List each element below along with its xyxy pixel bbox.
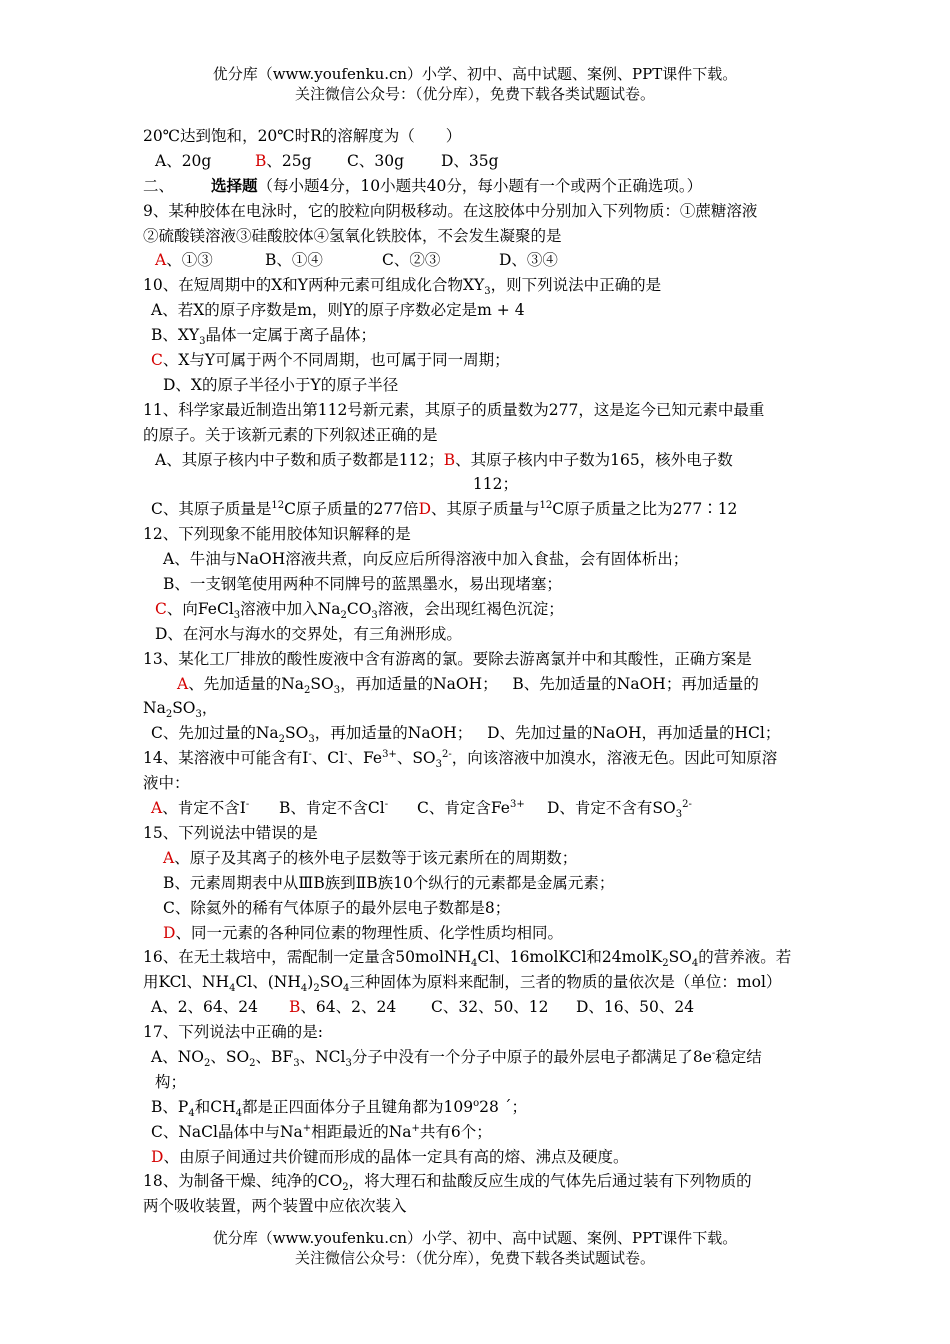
q13-option-c: C、先加过量的$Na_2SO_3$，再加适量的NaOH； <box>151 724 473 746</box>
q11-option-d: 、其原子质量与$^{12}$C原子质量之比为277∶12 <box>431 500 738 519</box>
q17-option-a: A、$NO_2$、$SO_2$、$BF_3$、NCl$_3$分子中没有一个分子中原子的最外层电子都满足了8e-稳定结 <box>151 1047 762 1070</box>
q14-answer-a: A <box>151 799 163 818</box>
page-header <box>0 64 950 104</box>
q17-answer-d: D <box>151 1147 164 1166</box>
q17-option-a-cont: 构； <box>155 1072 187 1091</box>
header-line-2: 关注微信公众号：（优分库），免费下载各类试题试卷。 <box>294 85 655 103</box>
q12-option-a: A、牛油与NaOH溶液共煮，向反应后所得溶液中加入食盐，会有固体析出； <box>163 550 689 569</box>
q14-option-a: A、肯定不含I- <box>151 798 250 818</box>
q17-option-d: D、由原子间通过共价键而形成的晶体一定具有高的熔、沸点及硬度。 <box>151 1147 629 1166</box>
q16-options <box>143 995 808 1020</box>
q15-option-a: A、原子及其离子的核外电子层数等于该元素所在的周期数； <box>163 848 578 867</box>
q9-option-d: D、③④ <box>499 251 558 270</box>
q14-options <box>143 796 808 821</box>
q13-options-ab <box>143 672 808 697</box>
exam-body <box>143 124 808 1219</box>
q8-option-d: D、35g <box>441 151 499 170</box>
q14-option-d: D、肯定不含有$SO_3^{2-}$ <box>547 798 692 821</box>
q10-option-d: D、X的原子半径小于Y的原子半径 <box>163 375 399 394</box>
q14-stem-2: 液中： <box>143 774 190 793</box>
q9-options <box>143 248 808 273</box>
q15-stem: 15、下列说法中错误的是 <box>143 823 318 842</box>
q17-option-b: B、$P_4$和$CH_4$都是正四面体分子且键角都为109$^o$28 ˊ； <box>151 1097 527 1119</box>
q11-option-a: A、其原子核内中子数和质子数都是112； <box>155 450 444 469</box>
page-footer <box>0 1228 950 1268</box>
q10-option-b: B、$XY_3$晶体一定属于离子晶体； <box>151 326 377 348</box>
q15-answer-d: D <box>163 923 176 942</box>
q13-option-b: B、先加适量的NaOH；再加适量的 <box>512 674 759 693</box>
q10-option-a: A、若X的原子序数是m，则Y的原子序数必定是m + 4 <box>151 301 525 320</box>
q9-option-c: C、②③ <box>382 251 441 270</box>
q16-option-c: C、32、50、12 <box>431 998 549 1017</box>
q10-answer-c: C <box>151 351 163 370</box>
footer-line-2: 关注微信公众号：（优分库），免费下载各类试题试卷。 <box>294 1249 655 1267</box>
q11-stem-2: 的原子。关于该新元素的下列叙述正确的是 <box>143 425 438 444</box>
q12-option-d: D、在河水与海水的交界处，有三角洲形成。 <box>155 624 462 643</box>
q13-answer-a: A <box>177 674 189 693</box>
q13-option-b-cont: $Na_2SO_3$， <box>143 699 218 721</box>
q17-option-c: C、NaCl晶体中与Na+相距最近的Na+共有6个； <box>151 1122 492 1141</box>
q15-option-d: D、同一元素的各种同位素的物理性质、化学性质均相同。 <box>163 923 563 942</box>
q8-answer-b: B <box>255 151 267 170</box>
section-2-heading: 二、 选择题（每小题4分，10小题共40分，每小题有一个或两个正确选项。） <box>143 175 703 195</box>
q8-options <box>143 149 808 174</box>
section-2-title: 选择题 <box>211 175 258 195</box>
q8-option-c: C、30g <box>347 151 405 170</box>
q15-answer-a: A <box>163 848 175 867</box>
q12-option-b: B、一支钢笔使用两种不同牌号的蓝黑墨水，易出现堵塞； <box>163 575 562 594</box>
q9-stem-2: ②硫酸镁溶液③硅酸胶体④氢氧化铁胶体，不会发生凝聚的是 <box>143 226 562 245</box>
q18-stem-2: 两个吸收装置，两个装置中应依次装入 <box>143 1197 407 1216</box>
q10-stem: 10、在短周期中的X和Y两种元素可组成化合物$XY_3$，则下列说法中正确的是 <box>143 276 662 298</box>
q11-option-c: C、其原子质量是$^{12}$C原子质量的277倍 <box>151 500 419 519</box>
q8-stem: 20℃达到饱和，20℃时R的溶解度为（ ） <box>143 127 462 145</box>
q13-stem: 13、某化工厂排放的酸性废液中含有游离的氯。要除去游离氯并中和其酸性，正确方案是 <box>143 649 752 668</box>
q15-option-b: B、元素周期表中从ⅢB族到ⅡB族10个纵行的元素都是金属元素； <box>163 873 615 892</box>
q13-option-a: A、先加适量的$Na_2SO_3$，再加适量的NaOH； <box>177 674 498 696</box>
q15-option-c: C、除氦外的稀有气体原子的最外层电子数都是8； <box>163 898 511 917</box>
q11-answer-b: B <box>443 450 456 469</box>
q8-option-b: B、25g <box>255 151 312 170</box>
q10-option-c: C、X与Y可属于两个不同周期，也可属于同一周期； <box>151 351 510 370</box>
q13-option-d: D、先加过量的NaOH，再加适量的HCl； <box>487 724 781 743</box>
q9-option-b: B、①④ <box>265 251 323 270</box>
q16-stem-2: 用KCl、$NH_4Cl$、$(NH_4)_2SO_4$三种固体为原料来配制，三者的物质的量依次是（单位：mol） <box>143 973 782 995</box>
q12-stem: 12、下列现象不能用胶体知识解释的是 <box>143 525 411 544</box>
q11-option-b-cont: 112； <box>472 475 518 494</box>
q14-option-b: B、肯定不含Cl- <box>279 798 389 818</box>
q9-option-a: A、①③ <box>155 251 213 270</box>
q16-option-d: D、16、50、24 <box>576 998 695 1017</box>
q16-answer-b: B <box>289 998 301 1017</box>
q11-stem-1: 11、科学家最近制造出第112号新元素，其原子的质量数为277，这是迄今已知元素中最重 <box>143 400 765 419</box>
q18-stem-1: 18、为制备干燥、纯净的$CO_2$，将大理石和盐酸反应生成的气体先后通过装有下列物质的 <box>143 1172 752 1194</box>
q13-options-cd <box>143 721 808 746</box>
q11-options-cd <box>143 497 808 522</box>
q14-stem-1: 14、某溶液中可能含有I-、Cl-、$Fe^{3+}$、$SO_3^{2-}$，向该溶液中加溴水，溶液无色。因此可知原溶 <box>143 749 778 771</box>
q11-options-ab <box>143 448 808 473</box>
q9-answer-a: A <box>155 251 167 270</box>
q16-stem-1: 16、在无土栽培中，需配制一定量含50molNH$_4$Cl、16molKCl和$24molK_2SO_4$的营养液。若 <box>143 948 792 970</box>
footer-line-1: 优分库（www.youfenku.cn）小学、初中、高中试题、案例、PPT课件下载。 <box>212 1229 738 1247</box>
q12-answer-c: C <box>155 599 167 618</box>
q16-option-b: B、64、2、24 <box>289 998 397 1017</box>
header-line-1: 优分库（www.youfenku.cn）小学、初中、高中试题、案例、PPT课件下载。 <box>212 65 738 83</box>
q14-option-c: C、肯定含$Fe^{3+}$ <box>417 798 525 818</box>
q11-option-b: 、其原子核内中子数为165，核外电子数 <box>455 450 733 469</box>
q17-stem: 17、下列说法中正确的是: <box>143 1023 323 1042</box>
q9-stem-1: 9、某种胶体在电泳时，它的胶粒向阴极移动。在这胶体中分别加入下列物质：①蔗糖溶液 <box>143 201 758 220</box>
q11-answer-d: D <box>418 500 431 519</box>
section-2-desc: （每小题4分，10小题共40分，每小题有一个或两个正确选项。） <box>257 176 703 195</box>
q8-option-a: A、20g <box>155 151 212 170</box>
q16-option-a: A、2、64、24 <box>151 998 259 1017</box>
q12-option-c: C、向FeCl$_3$溶液中加入$Na_2CO_3$溶液，会出现红褐色沉淀； <box>155 599 564 622</box>
